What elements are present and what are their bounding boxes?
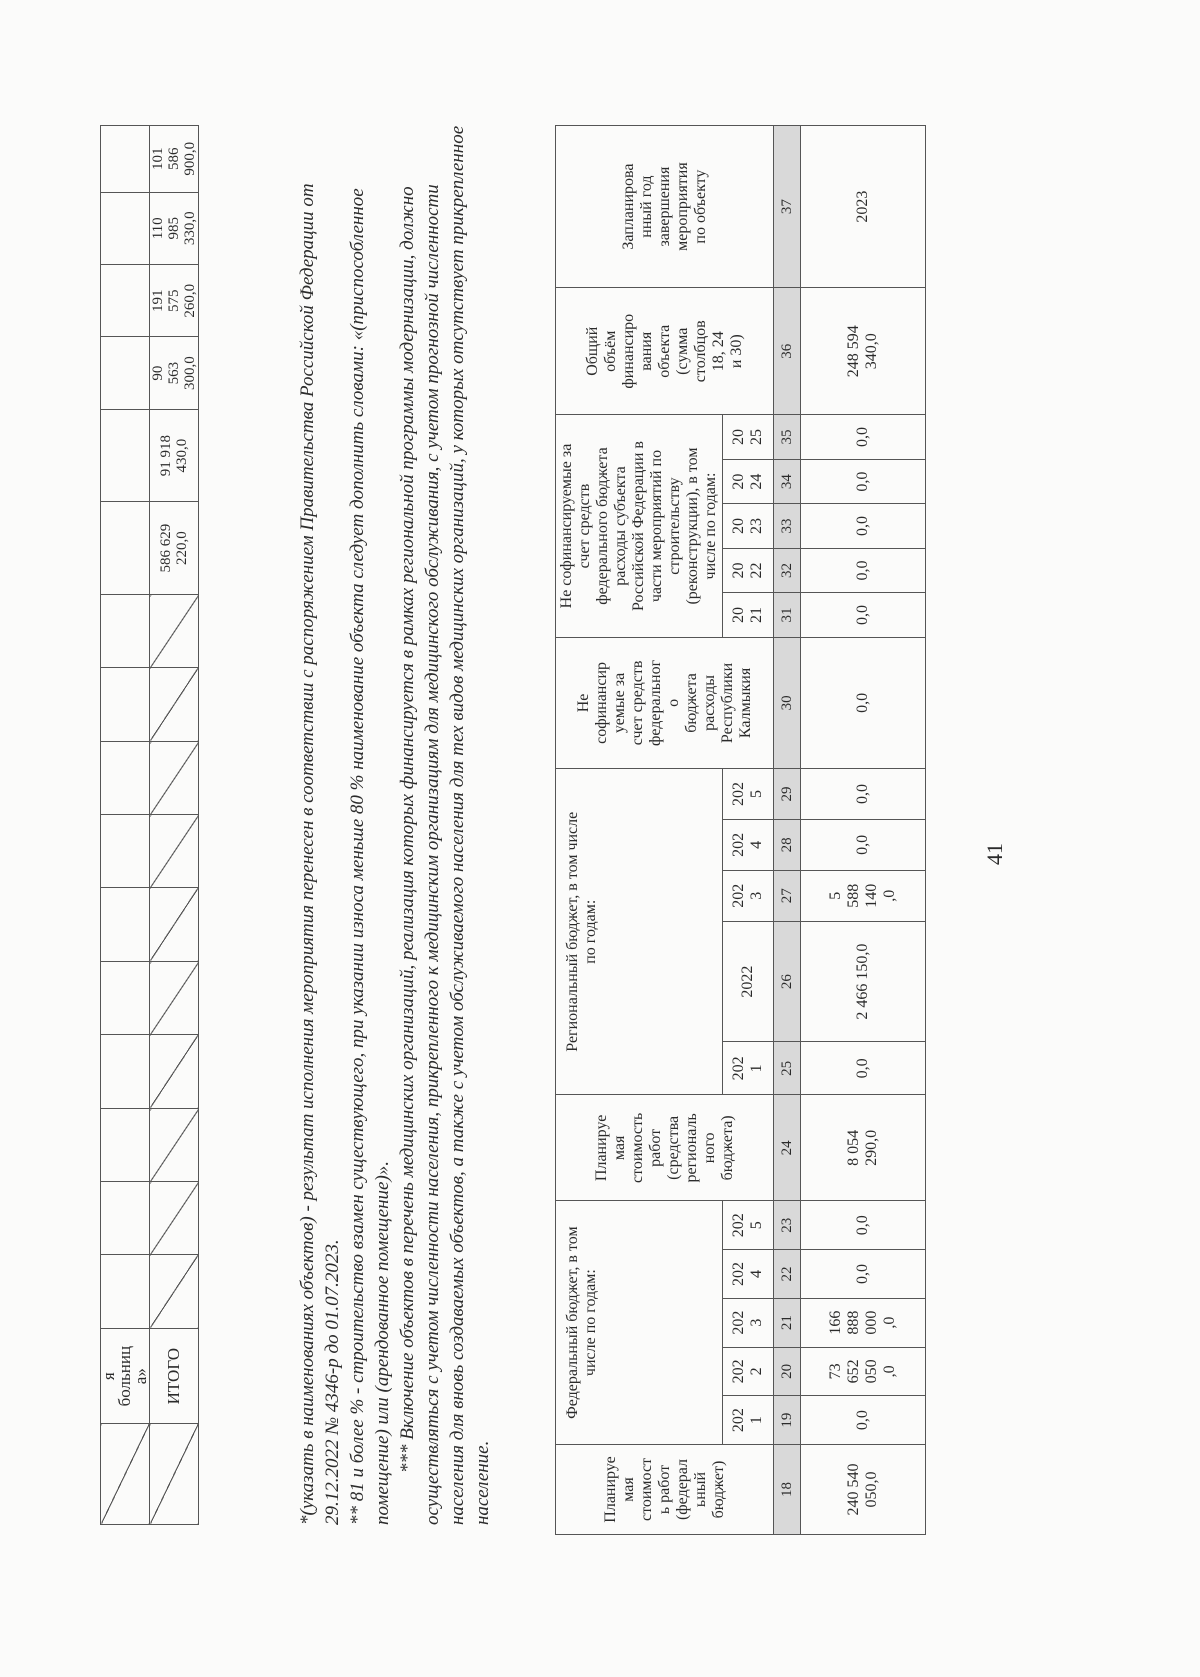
column-index: 23 (774, 1201, 801, 1250)
footnote-1: *(указать в наименованиях объектов) - результат исполнения мероприятия перенесен в соответствии с распоряжением Правительства Российской Федерации от 29.12.2022 № 4346-р до 01.07.2023. (297, 183, 343, 1525)
year-header: 202 2 (723, 1347, 774, 1396)
value-cell: 0,0 (801, 593, 926, 637)
value-cell: 0,0 (801, 1250, 926, 1299)
year-header: 202 3 (723, 1298, 774, 1347)
value-cell: 0,0 (801, 504, 926, 548)
year-header: 202 3 (723, 870, 774, 921)
value-cell: 8 054 290,0 (801, 1095, 926, 1201)
column-index: 27 (774, 870, 801, 921)
header-federal-budget: Федеральный бюджет, в том числе по годам: (556, 1201, 723, 1445)
year-header: 202 1 (723, 1396, 774, 1445)
diagonal-cell (101, 1424, 150, 1525)
value-cell: 2 466 150,0 (801, 921, 926, 1042)
col-header-37: Запланирова нный год завершения мероприятия по объекту (556, 126, 774, 288)
total-value: 90 563 300,0 (150, 337, 199, 409)
col-header-36: Общий объём финансиро вания объекта (сумма столбцов 18, 24 и 30) (556, 288, 774, 415)
col-header-18: Планируе мая стоимост ь работ (федерал ьный бюджет) (556, 1444, 774, 1534)
column-index: 29 (774, 769, 801, 820)
year-header: 20 22 (723, 548, 774, 592)
year-header: 20 21 (723, 593, 774, 637)
column-index: 37 (774, 126, 801, 288)
year-header: 2022 (723, 921, 774, 1042)
page-number: 41 (982, 843, 1007, 865)
table-row-values (801, 126, 926, 1535)
year-header: 202 5 (723, 769, 774, 820)
value-cell: 248 594 340,0 (801, 288, 926, 415)
table-row (101, 126, 150, 1525)
value-cell: 0,0 (801, 415, 926, 460)
value-cell: 0,0 (801, 769, 926, 820)
column-index: 33 (774, 504, 801, 548)
value-cell: 166 888 000 ,0 (801, 1298, 926, 1347)
col-header-30: Не софинансир уемые за счет средств федеральног о бюджета расходы Республики Калмыкия (556, 637, 774, 768)
column-index: 18 (774, 1444, 801, 1534)
financing-table (555, 125, 926, 1535)
header-row (556, 126, 723, 1535)
header-regional-budget: Региональный бюджет, в том числе по годам: (556, 769, 723, 1095)
year-header: 202 4 (723, 820, 774, 871)
total-value: 191 575 260,0 (150, 265, 199, 337)
year-header: 20 24 (723, 459, 774, 503)
year-header: 20 25 (723, 415, 774, 460)
column-index: 24 (774, 1095, 801, 1201)
value-cell: 0,0 (801, 548, 926, 592)
column-index: 19 (774, 1396, 801, 1445)
continuation-table (100, 125, 199, 1525)
footnotes (295, 125, 495, 1525)
rotated-landscape-page (100, 105, 1060, 1565)
value-cell: 2023 (801, 126, 926, 288)
value-cell: 0,0 (801, 820, 926, 871)
column-index: 26 (774, 921, 801, 1042)
total-value: 110 985 330,0 (150, 192, 199, 264)
footnote-3: *** Включение объектов в перечень медицинских организаций, реализация которых финансируется в рамках региональной программы модернизации, должно осуществляться с учетом численности населения, прикрепленного к медицинским организациям для медицинского обслуживания, с учетом прогнозной численности населения для вновь создаваемых объектов, а также с учетом обслуживаемого населения для тех видов медицинских организаций, у которых отсутствует прикрепленное население. (397, 125, 493, 1525)
value-cell: 0,0 (801, 637, 926, 768)
total-value: 586 629 220,0 (150, 502, 199, 595)
column-index: 21 (774, 1298, 801, 1347)
column-index: 28 (774, 820, 801, 871)
year-header: 202 1 (723, 1042, 774, 1095)
column-index: 32 (774, 548, 801, 592)
total-value: 101 586 900,0 (150, 126, 199, 193)
table-row-total (150, 126, 199, 1525)
col-header-24: Планируе мая стоимость работ (средства региональ ного бюджета) (556, 1095, 774, 1201)
total-value: 91 918 430,0 (150, 409, 199, 502)
footnote-2: ** 81 и более % - строительство взамен существующего, при указании износа меньше 80 % наименование объекта следует дополнить словами: «(приспособленное помещение) или (арендованное помещение)». (347, 188, 393, 1525)
value-cell: 5 588 140 ,0 (801, 870, 926, 921)
value-cell: 240 540 050,0 (801, 1444, 926, 1534)
year-header: 202 4 (723, 1250, 774, 1299)
value-cell: 0,0 (801, 1201, 926, 1250)
column-index: 25 (774, 1042, 801, 1095)
column-index: 34 (774, 459, 801, 503)
value-cell: 0,0 (801, 1042, 926, 1095)
diagonal-cell (150, 1424, 199, 1525)
value-cell: 0,0 (801, 459, 926, 503)
year-header: 20 23 (723, 504, 774, 548)
column-index: 20 (774, 1347, 801, 1396)
column-index: 35 (774, 415, 801, 460)
column-index: 31 (774, 593, 801, 637)
value-cell: 73 652 050 ,0 (801, 1347, 926, 1396)
column-index: 22 (774, 1250, 801, 1299)
header-nonco-expenses: Не софинансируемые за счет средств федерального бюджета расходы субъекта Российской Федерации в части мероприятий по строительству (реконструкции), в том числе по годам: (556, 415, 723, 637)
year-header: 202 5 (723, 1201, 774, 1250)
column-index: 30 (774, 637, 801, 768)
column-index: 36 (774, 288, 801, 415)
row-label-hospital: я больниц а» (101, 1328, 150, 1424)
total-label: ИТОГО (150, 1328, 199, 1424)
column-index-row (774, 126, 801, 1535)
value-cell: 0,0 (801, 1396, 926, 1445)
